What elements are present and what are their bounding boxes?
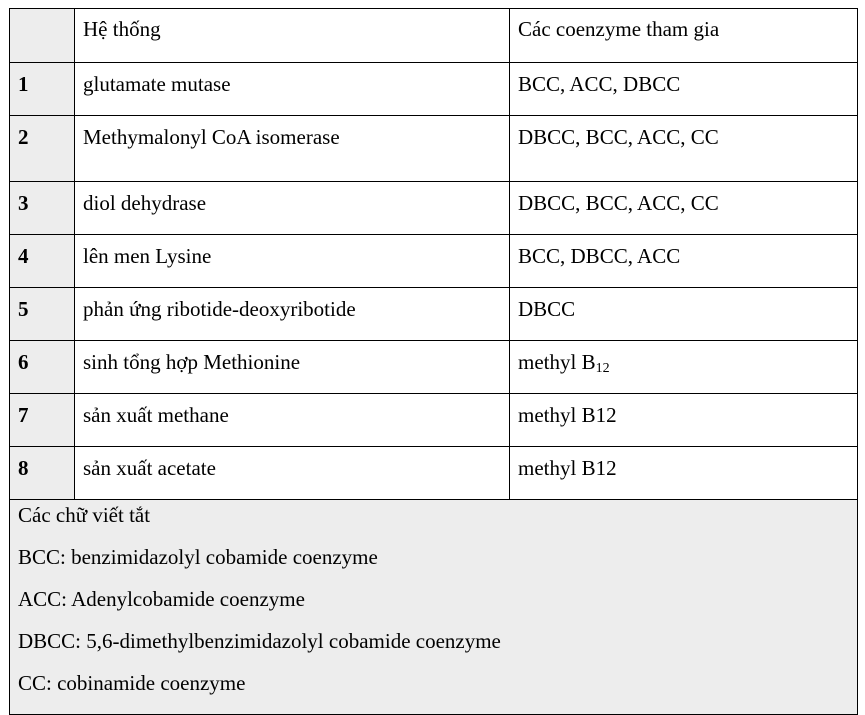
row-system: sản xuất methane xyxy=(75,394,510,447)
table-row xyxy=(10,341,858,394)
abbreviation-line: CC: cobinamide coenzyme xyxy=(18,671,246,695)
header-system: Hệ thống xyxy=(75,9,510,63)
row-system: glutamate mutase xyxy=(75,63,510,116)
row-system: sinh tổng hợp Methionine xyxy=(75,341,510,394)
table-row xyxy=(10,394,858,447)
abbreviations-title: Các chữ viết tắt xyxy=(18,503,151,527)
table-row xyxy=(10,116,858,182)
row-coenzymes: DBCC xyxy=(510,288,858,341)
row-number: 3 xyxy=(10,182,75,235)
row-system: sản xuất acetate xyxy=(75,447,510,500)
table-row xyxy=(10,182,858,235)
abbreviations-row xyxy=(10,500,858,715)
table-row xyxy=(10,235,858,288)
row-system: Methymalonyl CoA isomerase xyxy=(75,116,510,182)
abbreviation-line: DBCC: 5,6-dimethylbenzimidazolyl cobamide coenzyme xyxy=(18,629,501,653)
table-row xyxy=(10,288,858,341)
header-number-cell xyxy=(10,9,75,63)
abbreviations-cell xyxy=(10,500,858,715)
row-system: phản ứng ribotide-deoxyribotide xyxy=(75,288,510,341)
row-coenzymes: BCC, ACC, DBCC xyxy=(510,63,858,116)
row-system: lên men Lysine xyxy=(75,235,510,288)
row-coenzymes: methyl B12 xyxy=(510,394,858,447)
abbreviation-line: ACC: Adenylcobamide coenzyme xyxy=(18,587,305,611)
row-coenzymes: DBCC, BCC, ACC, CC xyxy=(510,182,858,235)
table-row xyxy=(10,63,858,116)
coenzyme-table xyxy=(9,8,858,715)
row-number: 6 xyxy=(10,341,75,394)
row-number: 1 xyxy=(10,63,75,116)
row-system: diol dehydrase xyxy=(75,182,510,235)
row-coenzymes: BCC, DBCC, ACC xyxy=(510,235,858,288)
table-header-row xyxy=(10,9,858,63)
row-number: 8 xyxy=(10,447,75,500)
row-coenzymes xyxy=(510,341,858,394)
row-coenzymes: DBCC, BCC, ACC, CC xyxy=(510,116,858,182)
row-number: 7 xyxy=(10,394,75,447)
table-row xyxy=(10,447,858,500)
coenzyme-base-text: methyl B xyxy=(518,350,596,374)
coenzyme-subscript: 12 xyxy=(595,361,610,376)
row-coenzymes: methyl B12 xyxy=(510,447,858,500)
row-number: 2 xyxy=(10,116,75,182)
row-number: 4 xyxy=(10,235,75,288)
abbreviation-line: BCC: benzimidazolyl cobamide coenzyme xyxy=(18,545,378,569)
header-coenzymes: Các coenzyme tham gia xyxy=(510,9,858,63)
row-number: 5 xyxy=(10,288,75,341)
